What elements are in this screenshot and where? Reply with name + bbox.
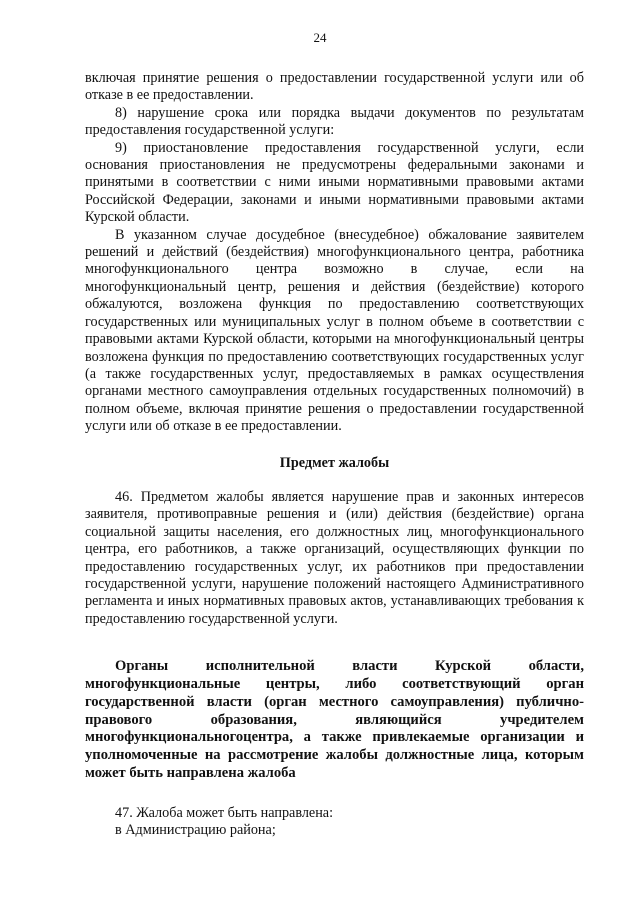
document-body — [85, 70, 584, 840]
paragraph-item-47-target: в Администрацию района; — [115, 822, 276, 839]
spacer — [85, 783, 584, 805]
paragraph-continuation: включая принятие решения о предоставлении государственной услуги или об отказе в ее предоставлении. — [85, 70, 584, 104]
paragraph-item-8: 8) нарушение срока или порядка выдачи документов по результатам предоставления государственной услуги: — [85, 104, 584, 139]
page-number: 24 — [313, 30, 327, 45]
paragraph-item-46: 46. Предметом жалобы является нарушение прав и законных интересов заявителя, противоправные решения и (или) действия (бездействие) органа социальной защиты населения, его должностных лиц, многофункционального центра, его работников, а также организаций, осуществляющих функции по предоставлению государственных услуг, их работников при предоставлении государственной услуги, нарушение положений настоящего Административного регламента и иных нормативных правовых актов, устанавливающих требования к предоставлению государственной услуги. — [85, 488, 584, 627]
paragraph-item-47: 47. Жалоба может быть направлена: — [115, 804, 334, 821]
paragraph-mfc-appeal: В указанном случае досудебное (внесудебное) обжалование заявителем решений и действий (бездействия) многофункционального центра, работника многофункционального центра возможно в случае, если на многофункциональный центр, решения и действия (бездействие) которого обжалуются, возложена функция по предоставлению соответствующих государственных или муниципальных услуг в полном объеме в соответствии с правовыми актами Курской области, которыми на многофункциональный центры возложена функция по предоставлению соответствующих государственных услуг (а также государственных услуг, предоставляемых в рамках осуществления органами местного самоуправления отдельных государственных полномочий) в полном объеме, включая принятие решения о предоставлении государственной услуги или об отказе в ее предоставлении. — [85, 226, 584, 435]
item-47-block — [85, 805, 584, 840]
section-title-subject: Предмет жалобы — [279, 454, 390, 471]
section-title-bodies: Органы исполнительной власти Курской области, многофункциональные центры, либо соответствующий орган государственной власти (орган местного самоуправления) публично-правового образования, являющийся учредителем многофункциональногоцентра, а также привлекаемые организации и уполномоченные на рассмотрение жалобы должностные лица, которым может быть направлена жалоба — [85, 658, 584, 781]
paragraph-item-9: 9) приостановление предоставления государственной услуги, если основания приостановления не предусмотрены федеральными законами и принятыми в соответствии с ними иными нормативными правовыми актами Российской Федерации, законами и иными нормативными правовыми актами Курской области. — [85, 139, 584, 226]
